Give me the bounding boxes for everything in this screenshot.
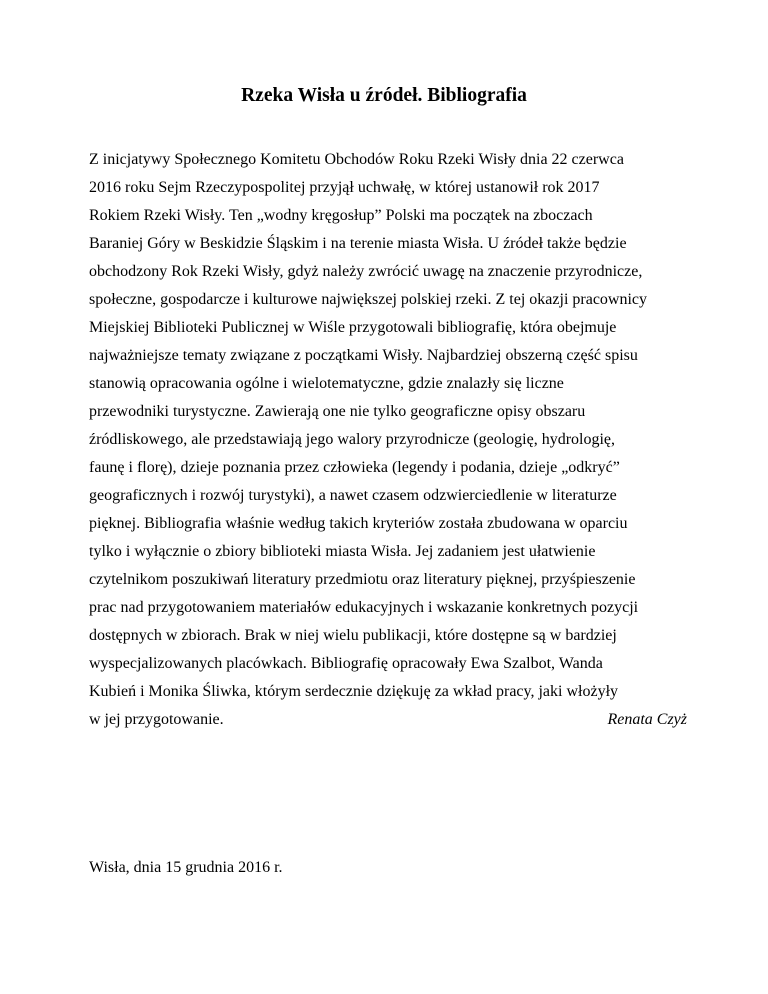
body-line: obchodzony Rok Rzeki Wisły, gdyż należy zwrócić uwagę na znaczenie przyrodnicze,: [89, 263, 643, 280]
document-title: Rzeka Wisła u źródeł. Bibliografia: [241, 85, 527, 106]
body-line: prac nad przygotowaniem materiałów edukacyjnych i wskazanie konkretnych pozycji: [89, 599, 639, 616]
body-line: faunę i florę), dzieje poznania przez człowieka (legendy i podania, dzieje „odkryć”: [89, 459, 620, 476]
author-signature: Renata Czyż: [607, 711, 687, 728]
body-line: źródliskowego, ale przedstawiają jego walory przyrodnicze (geologię, hydrologię,: [89, 431, 616, 448]
body-text: [89, 146, 689, 734]
date-line: Wisła, dnia 15 grudnia 2016 r.: [89, 859, 283, 876]
body-line: Miejskiej Biblioteki Publicznej w Wiśle przygotowali bibliografię, która obejmuje: [89, 319, 617, 336]
body-line: przewodniki turystyczne. Zawierają one nie tylko geograficzne opisy obszaru: [89, 403, 586, 420]
body-line: 2016 roku Sejm Rzeczypospolitej przyjął uchwałę, w której ustanowił rok 2017: [89, 179, 600, 196]
body-line: wyspecjalizowanych placówkach. Bibliografię opracowały Ewa Szalbot, Wanda: [89, 655, 603, 672]
body-line: Kubień i Monika Śliwka, którym serdecznie dziękuję za wkład pracy, jaki włożyły: [89, 683, 619, 700]
body-line: pięknej. Bibliografia właśnie według takich kryteriów została zbudowana w oparciu: [89, 515, 628, 532]
body-line: w jej przygotowanie.: [89, 711, 224, 728]
body-line: tylko i wyłącznie o zbiory biblioteki miasta Wisła. Jej zadaniem jest ułatwienie: [89, 543, 596, 560]
body-line: geograficznych i rozwój turystyki), a nawet czasem odzwierciedlenie w literaturze: [89, 487, 617, 504]
body-line: społeczne, gospodarcze i kulturowe największej polskiej rzeki. Z tej okazji pracownicy: [89, 291, 648, 308]
body-line: dostępnych w zbiorach. Brak w niej wielu publikacji, które dostępne są w bardziej: [89, 627, 617, 644]
body-line: najważniejsze tematy związane z początkami Wisły. Najbardziej obszerną część spisu: [89, 347, 638, 364]
body-line: stanowią opracowania ogólne i wielotematyczne, gdzie znalazły się liczne: [89, 375, 564, 392]
body-line: Baraniej Góry w Beskidzie Śląskim i na terenie miasta Wisła. U źródeł także będzie: [89, 235, 627, 252]
body-line: czytelnikom poszukiwań literatury przedmiotu oraz literatury pięknej, przyśpieszenie: [89, 571, 636, 588]
body-line: Z inicjatywy Społecznego Komitetu Obchodów Roku Rzeki Wisły dnia 22 czerwca: [89, 151, 624, 168]
body-line: Rokiem Rzeki Wisły. Ten „wodny kręgosłup” Polski ma początek na zboczach: [89, 207, 593, 224]
